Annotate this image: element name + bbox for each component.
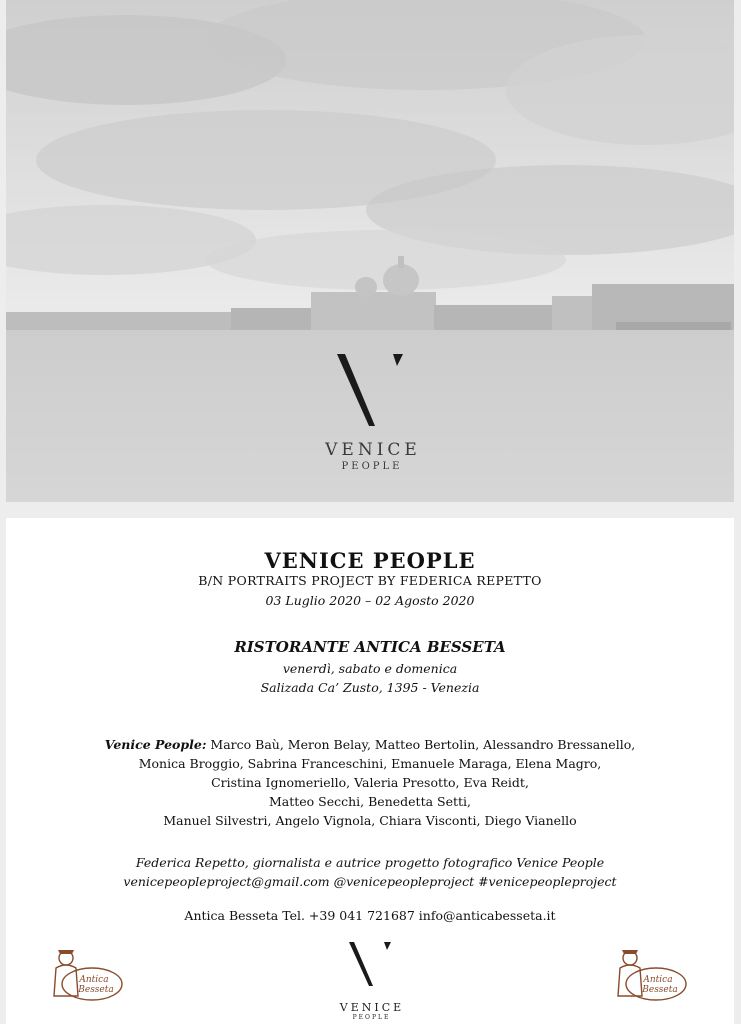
people-line [6,735,734,754]
venice-people-v-logo-icon [335,352,405,428]
people-lead: Venice People: [104,737,207,752]
venice-people-v-logo-icon [348,941,392,987]
hero-logo [6,352,734,472]
antica-besseta-logo-icon [612,946,688,1004]
invitation-card [6,518,734,1024]
exhibition-dates: 03 Luglio 2020 – 02 Agosto 2020 [265,593,475,608]
hero-subword: PEOPLE [341,461,403,472]
people-line: Cristina Ignomeriello, Valeria Presotto, Eva Reidt, [211,775,529,790]
contact-line: Antica Besseta Tel. +39 041 721687 info@anticabesseta.it [184,908,556,923]
sponsor-logo-text: Antica [79,975,109,985]
invitation-subtitle: B/N PORTRAITS PROJECT BY FEDERICA REPETTO [198,573,542,588]
footer-wordmark: VENICE [339,1001,405,1014]
people-line: Monica Broggio, Sabrina Franceschini, Emanuele Maraga, Elena Magro, [138,756,602,771]
credit-line: Federica Repetto, giornalista e autrice progetto fotografico Venice People [135,855,605,870]
hero-wordmark: VENICE [325,440,421,460]
venue-address: Salizada Ca’ Zusto, 1395 - Venezia [260,680,480,695]
venue-name: RISTORANTE ANTICA BESSETA [234,638,506,656]
people-line: Manuel Silvestri, Angelo Vignola, Chiara Visconti, Diego Vianello [163,813,577,828]
invitation-title: VENICE PEOPLE [264,548,476,573]
people-line: Matteo Secchi, Benedetta Setti, [268,794,472,809]
footer-subword: PEOPLE [352,1014,391,1021]
hero-photo-card [6,0,734,502]
people-line-text: Marco Baù, Meron Belay, Matteo Bertolin, Alessandro Bressanello, [206,737,636,752]
sponsor-logo-text: Besseta [78,985,114,995]
sponsor-logo-text: Antica [643,975,673,985]
people-list [6,735,734,830]
social-line: venicepeopleproject@gmail.com @venicepeopleproject #venicepeopleproject [123,874,617,889]
credit-block [6,853,734,891]
venue-days: venerdì, sabato e domenica [282,661,458,676]
sponsor-logo-text: Besseta [642,985,678,995]
